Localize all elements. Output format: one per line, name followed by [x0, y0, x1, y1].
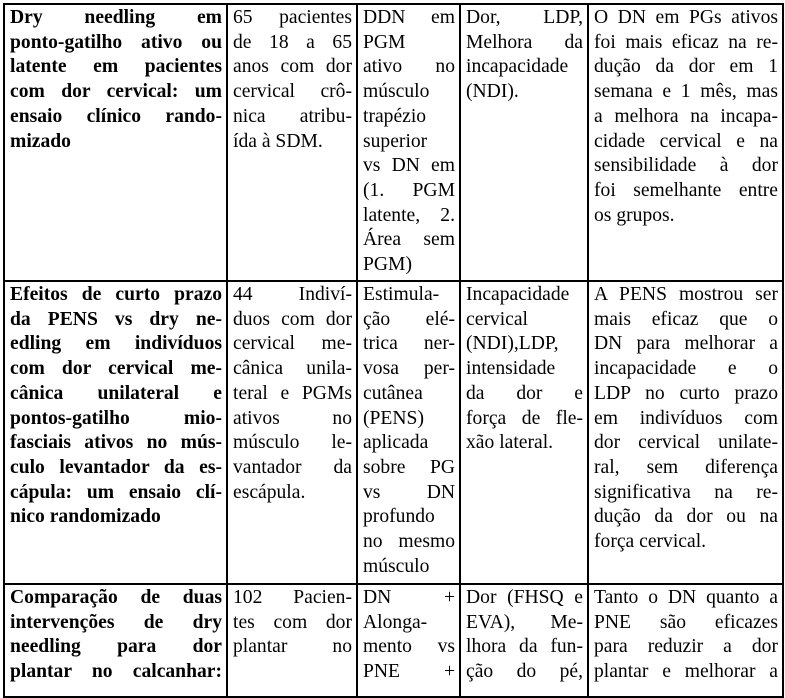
cell-line: Dry needling em — [10, 7, 222, 28]
cell-line: dor cervical unilate- — [594, 432, 778, 454]
cell-line: vosa per- — [363, 358, 455, 380]
cell-line: Efeitos de curto prazo — [10, 284, 222, 305]
cell-line: culo levantador da es- — [10, 456, 222, 478]
cell-line: Dor (FHSQ e — [466, 587, 583, 608]
cell-line: ensaio clínico rando- — [10, 105, 222, 127]
cell-line: ponto-gatilho ativo ou — [10, 31, 222, 53]
intervention-cell — [357, 4, 460, 281]
cell-line: 65 pacientes — [233, 7, 352, 28]
sample-cell — [227, 4, 357, 281]
cell-line: os grupos. — [594, 204, 675, 226]
cell-line: de 18 a 65 — [233, 31, 352, 53]
intervention-cell — [357, 281, 460, 584]
cell-line: mais eficaz que o — [594, 308, 778, 330]
cell-line: intensidade — [466, 358, 556, 380]
table-row — [4, 584, 783, 697]
cell-line: cânica unila- — [233, 358, 352, 380]
cell-line: escápula. — [233, 481, 306, 503]
cell-line: lhora da fun- — [466, 636, 583, 658]
cell-line: PGM — [363, 31, 406, 53]
cell-line: em indivíduos com — [594, 407, 778, 429]
cell-line: foi semelhante entre — [594, 179, 778, 201]
cell-line: (NDI),LDP, — [466, 333, 559, 355]
cell-line: Tanto o DN quanto a — [594, 587, 778, 608]
cell-line: força cervical. — [594, 531, 707, 553]
cell-line: latente em pacientes — [10, 56, 222, 78]
cell-line: Área sem — [363, 229, 455, 251]
cell-line: PNE + — [363, 661, 455, 683]
cell-line: da dor e — [466, 382, 583, 404]
results-cell — [588, 4, 783, 281]
cell-line: superior — [363, 130, 428, 152]
cell-line: para reduzir a dor — [594, 636, 778, 658]
cell-line: (PENS) — [363, 407, 424, 429]
cell-line: needling para dor — [10, 636, 222, 658]
outcomes-cell — [460, 584, 588, 697]
cell-line: plantar e melhorar a — [594, 661, 778, 683]
cell-line: Alonga- — [363, 611, 428, 633]
cell-line: Incapacidade — [466, 284, 570, 305]
cell-line: cidade cervical e na — [594, 130, 778, 152]
outcomes-cell — [460, 281, 588, 584]
cell-line: plantar no calcanhar: — [10, 661, 222, 683]
cell-line: vs DN — [363, 481, 455, 503]
cell-line: incapacidade e o — [594, 358, 778, 380]
cell-line: Melhora da — [466, 31, 583, 53]
intervention-cell — [357, 584, 460, 697]
cell-line: cânica unilateral e — [10, 382, 222, 404]
cell-line: ativo no — [363, 56, 455, 78]
results-cell — [588, 584, 783, 697]
cell-line: Comparação de duas — [10, 587, 222, 608]
cell-line: (NDI). — [466, 81, 519, 103]
cell-line: A PENS mostrou ser — [594, 284, 778, 305]
cell-line: cutânea — [363, 382, 423, 404]
cell-line: xão lateral. — [466, 432, 554, 454]
cell-line: 44 Indiví- — [233, 284, 352, 305]
cell-line: nico randomizado — [10, 506, 161, 528]
cell-line: músculo — [363, 555, 430, 577]
cell-line: dução da dor em 1 — [594, 56, 778, 78]
cell-line: semana e 1 mês, mas — [594, 81, 778, 103]
cell-line: incapacidade — [466, 56, 569, 78]
studies-table — [3, 3, 784, 698]
table-row — [4, 4, 783, 281]
cell-line: (1. PGM — [363, 179, 455, 201]
cell-line: ção do pé, — [466, 661, 583, 683]
cell-line: da PENS vs dry ne- — [10, 308, 222, 330]
cell-line: cervical crô- — [233, 81, 352, 103]
results-cell — [588, 281, 783, 584]
cell-line: vs DN em — [363, 155, 455, 177]
cell-line: intervenções de dry — [10, 611, 222, 633]
cell-line: EVA), Me- — [466, 611, 583, 633]
cell-line: tes com dor — [233, 611, 352, 633]
cell-line: 102 Pacien- — [233, 587, 352, 608]
cell-line: significativa na re- — [594, 481, 778, 503]
cell-line: ída à SDM. — [233, 130, 323, 152]
cell-line: plantar no — [233, 636, 352, 658]
study-title-cell — [4, 584, 227, 697]
cell-line: anos com dor — [233, 56, 352, 78]
cell-line: cervical — [466, 308, 528, 330]
cell-line: ção elé- — [363, 308, 455, 330]
cell-line: sensibilidade à dor — [594, 155, 778, 177]
cell-line: vantador da — [233, 456, 352, 478]
cell-line: foi mais eficaz na re- — [594, 31, 778, 53]
cell-line: Dor, LDP, — [466, 7, 583, 28]
cell-line: trica ner- — [363, 333, 455, 355]
cell-line: ativos no — [233, 407, 352, 429]
outcomes-cell — [460, 4, 588, 281]
cell-line: nica atribu- — [233, 105, 352, 127]
cell-line: cervical me- — [233, 333, 352, 355]
cell-line: DDN em — [363, 7, 455, 28]
cell-line: força de fle- — [466, 407, 583, 429]
study-title-cell — [4, 281, 227, 584]
cell-line: mizado — [10, 130, 71, 152]
cell-line: no mesmo — [363, 531, 455, 553]
cell-line: profundo — [363, 506, 435, 528]
cell-line: LDP no curto prazo — [594, 382, 778, 404]
cell-line: PGM) — [363, 254, 412, 276]
cell-line: aplicada — [363, 432, 429, 454]
cell-line: com dor cervical me- — [10, 358, 222, 380]
cell-line: Estimula- — [363, 284, 440, 305]
cell-line: DN + — [363, 587, 455, 608]
study-title-cell — [4, 4, 227, 281]
cell-line: mento vs — [363, 636, 455, 658]
cell-line: latente, 2. — [363, 204, 455, 226]
cell-line: cápula: um ensaio clí- — [10, 481, 222, 503]
cell-line: sobre PG — [363, 456, 455, 478]
cell-line: trapézio — [363, 105, 427, 127]
cell-line: duos com dor — [233, 308, 352, 330]
cell-line: DN para melhorar a — [594, 333, 778, 355]
table-row — [4, 281, 783, 584]
sample-cell — [227, 584, 357, 697]
cell-line: músculo le- — [233, 432, 352, 454]
cell-line: edling em indivíduos — [10, 333, 222, 355]
cell-line: ral, sem diferença — [594, 456, 778, 478]
cell-line: fasciais ativos no mús- — [10, 432, 222, 454]
cell-line: pontos-gatilho mio- — [10, 407, 222, 429]
cell-line: com dor cervical: um — [10, 81, 222, 103]
table-body — [4, 4, 783, 697]
cell-line: a melhora na incapa- — [594, 105, 778, 127]
cell-line: teral e PGMs — [233, 382, 352, 404]
cell-line: músculo — [363, 81, 430, 103]
sample-cell — [227, 281, 357, 584]
cell-line: PNE são eficazes — [594, 611, 778, 633]
cell-line: dução da dor ou na — [594, 506, 778, 528]
cell-line: O DN em PGs ativos — [594, 7, 778, 28]
